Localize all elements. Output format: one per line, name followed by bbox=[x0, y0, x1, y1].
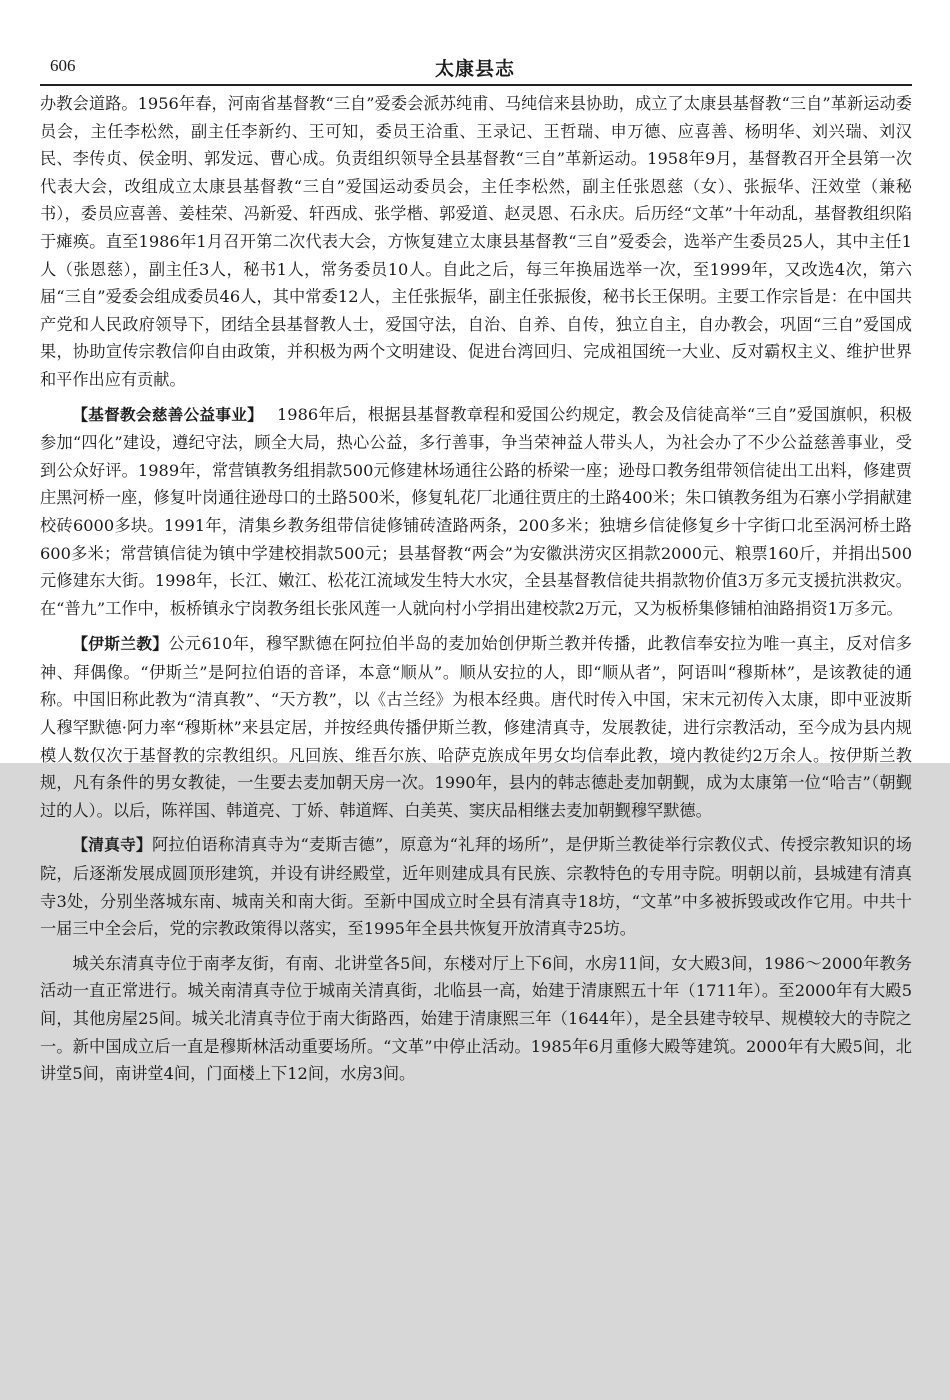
page-header bbox=[40, 50, 910, 82]
paragraph-christian-charity bbox=[40, 401, 912, 623]
paragraph-text: 1986年后，根据县基督教章程和爱国公约规定，教会及信徒高举“三自”爱国旗帜，积极参加“四化”建设，遵纪守法，顾全大局，热心公益，多行善事，争当荣神益人带头人，为社会办了不少公益慈善事业，受到公众好评。1989年，常营镇教务组捐款500元修建林场通往公路的桥梁一座；逊母口教务组带领信徒出工出料，修建贾庄黑河桥一座，修复叶岗通往逊母口的土路500米，修复轧花厂北通往贾庄的土路400米；朱口镇教务组为石寨小学捐献建校砖6000多块。1991年，清集乡教务组带信徒修铺砖渣路两条，200多米；独塘乡信徒修复乡十字街口北至涡河桥土路600多米；常营镇信徒为镇中学建校捐款500元；县基督教“两会”为安徽洪涝灾区捐款2000元、粮票160斤，并捐出500元修建东大街。1998年，长江、嫩江、松花江流域发生特大水灾，全县基督教信徒共捐款物价值3万多元支援抗洪救灾。在“普九”工作中，板桥镇永宁岗教务组长张风莲一人就向村小学捐出建校款2万元，又为板桥集修铺柏油路捐资1万多元。 bbox=[40, 404, 912, 618]
section-heading: 【清真寺】 bbox=[72, 836, 152, 855]
paragraph-text: 办教会道路。1956年春，河南省基督教“三自”爱委会派苏纯甫、马纯信来县协助，成立了太康县基督教“三自”革新运动委员会，主任李松然，副主任李新约、王可知，委员王洽重、王录记、王哲瑞、申万德、应喜善、杨明华、刘兴瑞、刘汉民、李传贞、侯金明、郭发远、曹心成。负责组织领导全县基督教“三自”革新运动。1958年9月，基督教召开全县第一次代表大会，改组成立太康县基督教“三自”爱国运动委员会，主任李松然，副主任张恩慈（女）、张振华、汪效堂（兼秘书），委员应喜善、姜桂荣、冯新爱、轩西成、张学楷、郭爱道、赵灵恩、石永庆。后历经“文革”十年动乱，基督教组织陷于瘫痪。直至1986年1月召开第二次代表大会，方恢复建立太康县基督教“三自”爱委会，选举产生委员25人，其中主任1人（张恩慈），副主任3人，秘书1人，常务委员10人。自此之后，每三年换届选举一次，至1999年，又改选4次，第六届“三自”爱委会组成委员46人，其中常委12人，主任张振华，副主任张振俊，秘书长王保明。主要工作宗旨是：在中国共产党和人民政府领导下，团结全县基督教人士，爱国守法，自治、自养、自传，独立自主，自办教会，巩固“三自”爱国成果，协助宣传宗教信仰自由政策，并积极为两个文明建设、促进台湾回归、完成祖国统一大业、反对霸权主义、维护世界和平作出应有贡献。 bbox=[40, 94, 912, 389]
section-heading: 【伊斯兰教】 bbox=[72, 635, 169, 654]
section-heading: 【基督教会慈善公益事业】 bbox=[72, 405, 263, 424]
paragraph-islam bbox=[40, 630, 912, 824]
paragraph-mosques bbox=[40, 831, 912, 942]
book-title: 太康县志 bbox=[434, 58, 515, 80]
paragraph-text: 公元610年，穆罕默德在阿拉伯半岛的麦加始创伊斯兰教并传播，此教信奉安拉为唯一真主，反对信多神、拜偶像。“伊斯兰”是阿拉伯语的音译，本意“顺从”。顺从安拉的人，即“顺从者”，阿语叫“穆斯林”，是该教徒的通称。中国旧称此教为“清真教”、“天方教”，以《古兰经》为根本经典。唐代时传入中国，宋末元初传入太康，即中亚波斯人穆罕默德·阿力率“穆斯林”来县定居，并按经典传播伊斯兰教，修建清真寺，发展教徒，进行宗教活动，至今成为县内规模人数仅次于基督教的宗教组织。凡回族、维吾尔族、哈萨克族成年男女均信奉此教，境内教徒约2万余人。按伊斯兰教规，凡有条件的男女教徒，一生要去麦加朝天房一次。1990年，县内的韩志德赴麦加朝觐，成为太康第一位“哈吉”（朝觐过的人）。以后，陈祥国、韩道亮、丁娇、韩道辉、白美英、窦庆品相继去麦加朝觐穆罕默德。 bbox=[40, 634, 912, 820]
paragraph-text: 城关东清真寺位于南孝友街，有南、北讲堂各5间，东楼对厅上下6间，水房11间，女大殿3间，1986～2000年教务活动一直正常进行。城关南清真寺位于城南关清真街，北临县一高，始建于清康熙五十年（1711年）。至2000年有大殿5间，其他房屋25间。城关北清真寺位于南大街路西，始建于清康熙三年（1644年），是全县建寺较早、规模较大的寺院之一。新中国成立后一直是穆斯林活动重要场所。“文革”中停止活动。1985年6月重修大殿等建筑。2000年有大殿5间，北讲堂5间，南讲堂4间，门面楼上下12间，水房3间。 bbox=[40, 953, 912, 1084]
page-number: 606 bbox=[50, 56, 76, 75]
paragraph-city-mosques bbox=[40, 950, 912, 1088]
header-rule bbox=[40, 84, 912, 86]
paragraph-text: 阿拉伯语称清真寺为“麦斯吉德”，原意为“礼拜的场所”，是伊斯兰教徒举行宗教仪式、传授宗教知识的场院，后逐渐发展成圆顶形建筑，并设有讲经殿堂，近年则建成具有民族、宗教特色的专用寺院。明朝以前，县城建有清真寺3处，分别坐落城东南、城南关和南大街。至新中国成立时全县有清真寺18坊，“文革”中多被拆毁或改作它用。中共十一届三中全会后，党的宗教政策得以落实，至1995年全县共恢复开放清真寺25坊。 bbox=[40, 835, 912, 939]
paragraph-christian-committee bbox=[40, 90, 912, 394]
body-text bbox=[40, 90, 912, 1088]
